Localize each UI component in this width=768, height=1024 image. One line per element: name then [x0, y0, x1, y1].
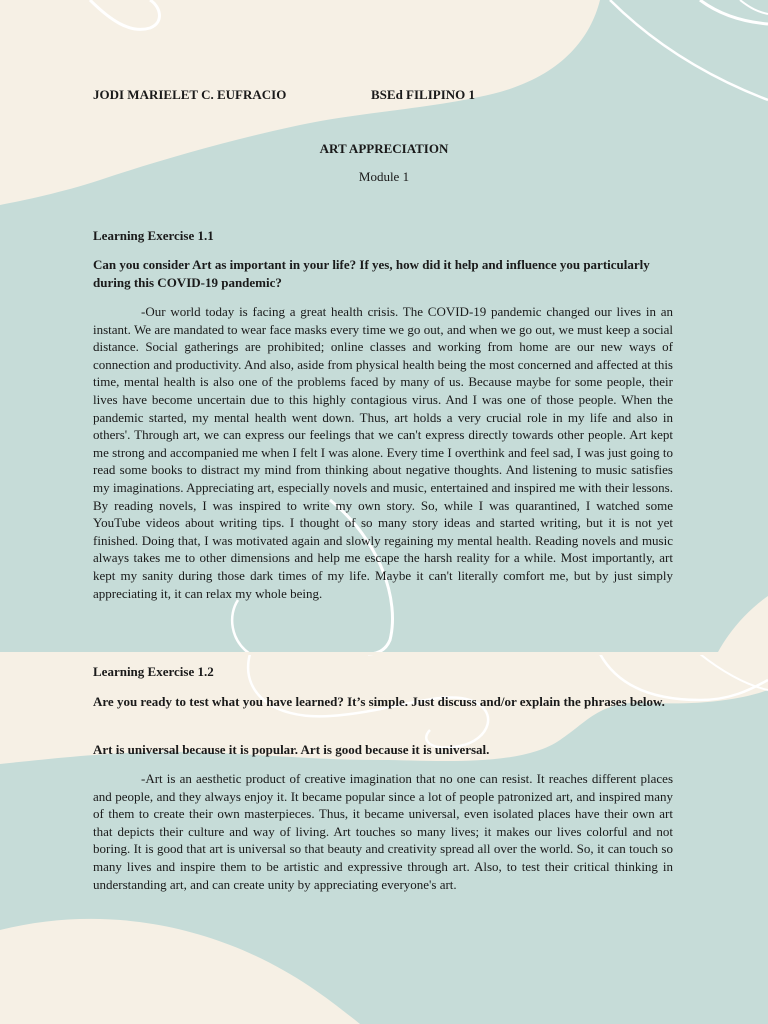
exercise-1-answer-block	[93, 303, 673, 602]
exercise-2-heading: Learning Exercise 1.2	[93, 664, 214, 679]
exercise-2-statement-block	[93, 741, 673, 759]
exercise-1-answer: -Our world today is facing a great health crisis. The COVID-19 pandemic changed our lives in an instant. We are mandated to wear face masks every time we go out, and when we go out, we must keep a social distance. Social gatherings are prohibited; online classes and working from home are our new ways of connection and productivity. And also, aside from physical health being the most concerned and affected at this time, mental health is also one of the problems faced by many of us. Because maybe for some people, their lives have become uncertain due to this highly contagious virus. And I was one of those people. When the pandemic started, my mental health went down. Thus, art holds a very crucial role in my life and also in others'. Through art, we can express our feelings that we can't express directly towards other people. Art kept me strong and accompanied me when I felt I was alone. Every time I overthink and feel sad, I was just going to read some books to distract my mind from thinking about negative thoughts. And listening to music satisfies my imaginations. Appreciating art, especially novels and music, entertained and inspired me with their lessons. By reading novels, I was inspired to write my own story. So, while I was quarantined, I watched some YouTube videos about writing tips. I thought of so many story ideas and started writing, but it is not yet finished. Doing that, I was motivated again and slowly regaining my mental health. Reading novels and music always takes me to other dimensions and help me escape the harsh reality for a while. Most importantly, art kept my sanity during those dark times of my life. Maybe it can't literally comfort me, but by just simply appreciating it, it can relax my whole being.	[93, 304, 673, 601]
exercise-2-question: Are you ready to test what you have learned? It’s simple. Just discuss and/or explain the phrases below.	[93, 694, 665, 709]
page-divider	[0, 652, 768, 655]
white-line-top-3	[740, 0, 768, 14]
student-name: JODI MARIELET C. EUFRACIO	[93, 87, 287, 102]
exercise-1-question-block	[93, 256, 673, 291]
course-label: BSEd FILIPINO 1	[371, 87, 476, 102]
cream-blob-right	[718, 596, 768, 652]
exercise-1-heading-block	[93, 227, 673, 245]
exercise-2-question-block	[93, 693, 673, 711]
module-label: Module 1	[358, 169, 410, 184]
exercise-1-heading: Learning Exercise 1.1	[93, 228, 214, 243]
white-line-top-4	[610, 0, 768, 100]
white-line-mid-5	[232, 600, 250, 654]
exercise-2-answer-block	[93, 770, 673, 893]
cream-blob-bottom	[0, 919, 360, 1024]
white-line-top-2	[700, 0, 768, 24]
exercise-2-heading-block	[93, 663, 673, 681]
exercise-2-statement: Art is universal because it is popular. Art is good because it is universal.	[93, 742, 490, 757]
exercise-1-question: Can you consider Art as important in your life? If yes, how did it help and influence you particularly during this COVID-19 pandemic?	[93, 257, 650, 290]
document-title: ART APPRECIATION	[319, 141, 449, 156]
exercise-2-answer: -Art is an aesthetic product of creative imagination that no one can resist. It reaches different places and people, and they always enjoy it. It became popular since a lot of people patronized art, and inspired many of them to create their own masterpieces. Thus, it became universal, even isolated places have their own art that depicts their culture and way of living. Art touches so many lives; it makes our lives colorful and not boring. It is good that art is universal so that beauty and creativity spread all over the world. So, it can touch so many lives and inspire them to be artistic and expressive through art. Also, to test their critical thinking in understanding art, and can create unity by appreciating everyone's art.	[93, 771, 673, 892]
